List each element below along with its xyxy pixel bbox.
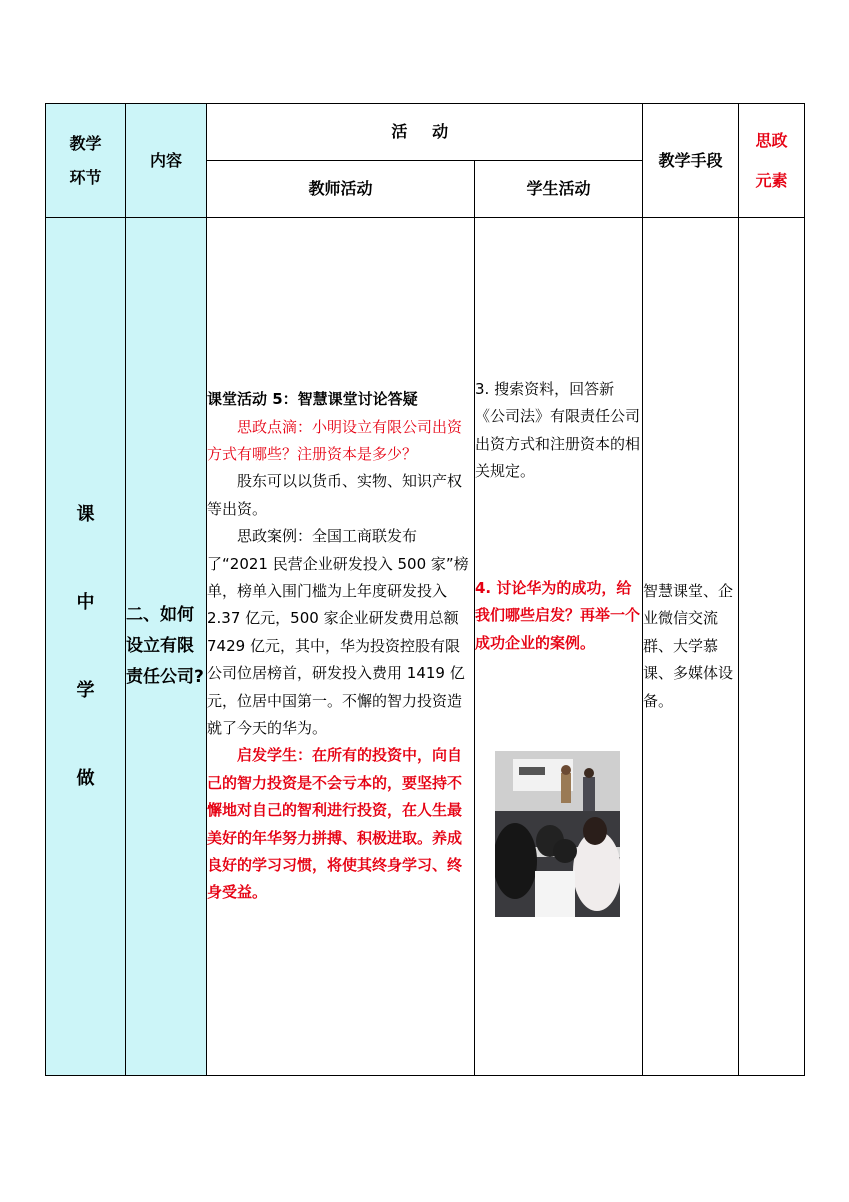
student-task-3: 3. 搜索资料，回答新《公司法》有限责任公司出资方式和注册资本的相关规定。 — [475, 380, 641, 481]
teaching-means-cell: 智慧课堂、企业微信交流群、大学慕课、多媒体设备。 — [643, 218, 739, 1076]
classroom-photo-image — [495, 751, 620, 917]
stage-cell — [46, 218, 126, 1076]
ideology-tip: 思政点滴：小明设立有限公司出资方式有哪些？注册资本是多少？ — [207, 417, 463, 463]
header-stage: 教学环节 — [46, 104, 126, 218]
stage-char: 中 — [76, 591, 95, 613]
header-teacher-activity: 教师活动 — [207, 161, 475, 218]
stage-char: 做 — [76, 767, 95, 789]
header-means: 教学手段 — [643, 104, 739, 218]
stage-char: 学 — [76, 679, 95, 701]
teacher-activity-cell — [207, 218, 475, 1076]
answer-text: 股东可以以货币、实物、知识产权等出资。 — [207, 472, 463, 518]
header-content: 内容 — [126, 104, 207, 218]
lesson-plan-table — [45, 103, 805, 1076]
inspire-students: 启发学生：在所有的投资中，向自己的智力投资是不会亏本的，要坚持不懈地对自己的智利进行投资，在人生最美好的年华努力拼搏、积极进取。养成良好的学习习惯，将使其终身学习、终身受益。 — [207, 746, 463, 902]
header-student-activity: 学生活动 — [475, 161, 643, 218]
student-activity-cell — [475, 218, 643, 1076]
header-activity: 活 动 — [207, 104, 643, 161]
activity-title: 课堂活动 5：智慧课堂讨论答疑 — [207, 390, 418, 409]
stage-char: 课 — [76, 503, 95, 525]
ideology-case: 思政案例：全国工商联发布了“2021 民营企业研发投入 500 家”榜单，榜单入围门槛为上年度研发投入 2.37 亿元，500 家企业研发费用总额 7429 亿元，其中，华为投资控股有限公司位居榜首，研发投入费用 1419 亿元，位居中国第一。不懈的智力投资造就了今天的华为。 — [207, 527, 469, 738]
classroom-photo — [495, 751, 620, 917]
content-cell: 二、如何设立有限责任公司? — [126, 218, 207, 1076]
ideology-elements-cell — [739, 218, 805, 1076]
header-ideology: 思政元素 — [739, 104, 805, 218]
student-task-4: 4. 讨论华为的成功，给我们哪些启发？再举一个成功企业的案例。 — [475, 578, 641, 652]
